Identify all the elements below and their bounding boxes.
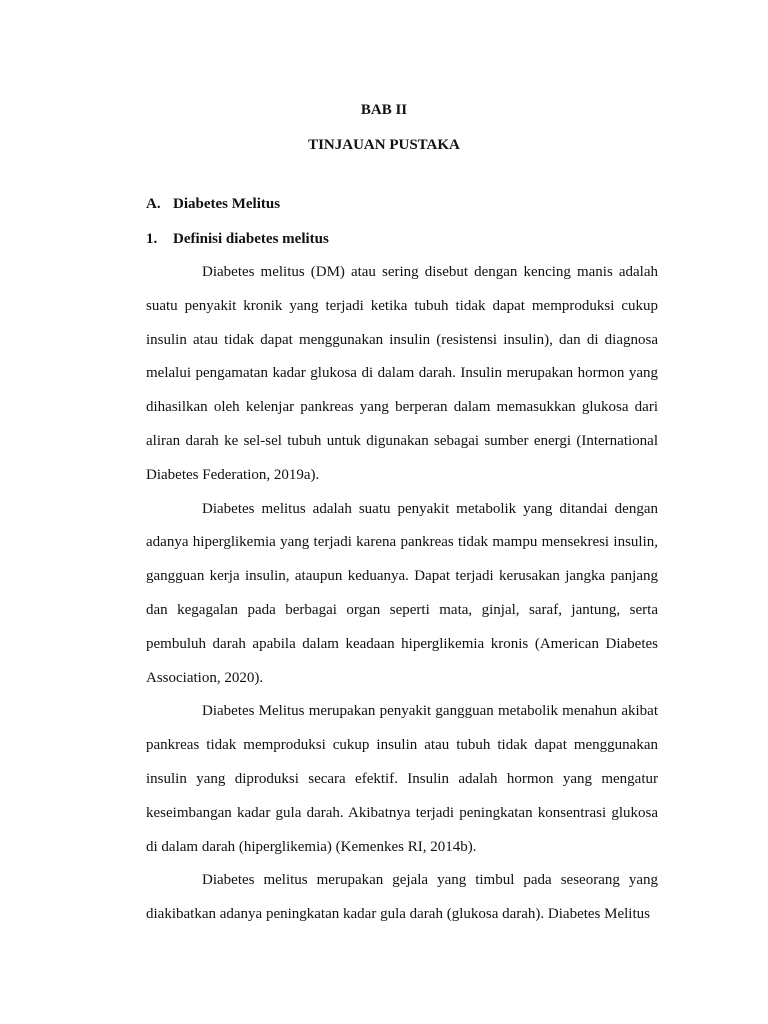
- body-text: [146, 256, 658, 932]
- paragraph: Diabetes melitus adalah suatu penyakit metabolik yang ditandai dengan adanya hiperglikemia yang terjadi karena pankreas tidak mampu mensekresi insulin, gangguan kerja insulin, ataupun keduanya. Dapat terjadi kerusakan jangka panjang dan kegagalan pada berbagai organ seperti mata, ginjal, saraf, jantung, serta pembuluh darah apabila dalam keadaan hiperglikemia kronis (American Diabetes Association, 2020).: [146, 500, 658, 686]
- subsection-heading: [146, 230, 329, 248]
- paragraph: Diabetes melitus merupakan gejala yang timbul pada seseorang yang diakibatkan adanya peningkatan kadar gula darah (glukosa darah). Diabetes Melitus: [146, 872, 658, 923]
- paragraph: Diabetes Melitus merupakan penyakit gangguan metabolik menahun akibat pankreas tidak memproduksi cukup insulin atau tubuh tidak dapat menggunakan insulin yang diproduksi secara efektif. Insulin adalah hormon yang mengatur keseimbangan kadar gula darah. Akibatnya terjadi peningkatan konsentrasi glukosa di dalam darah (hiperglikemia) (Kemenkes RI, 2014b).: [146, 703, 658, 855]
- section-number: A.: [146, 196, 161, 212]
- chapter-subtitle: TINJAUAN PUSTAKA: [308, 137, 460, 153]
- chapter-title: BAB II: [360, 102, 408, 118]
- paragraph: Diabetes melitus (DM) atau sering disebut dengan kencing manis adalah suatu penyakit kronik yang terjadi ketika tubuh tidak dapat memproduksi cukup insulin atau tidak dapat menggunakan insulin (resistensi insulin), dan di diagnosa melalui pengamatan kadar glukosa di dalam darah. Insulin merupakan hormon yang dihasilkan oleh kelenjar pankreas yang berperan dalam memasukkan glukosa dari aliran darah ke sel-sel tubuh untuk digunakan sebagai sumber energi (International Diabetes Federation, 2019a).: [146, 264, 658, 483]
- subsection-title: Definisi diabetes melitus: [173, 231, 329, 247]
- section-heading: [146, 195, 280, 213]
- subsection-number: 1.: [146, 231, 158, 247]
- section-title: Diabetes Melitus: [173, 196, 281, 212]
